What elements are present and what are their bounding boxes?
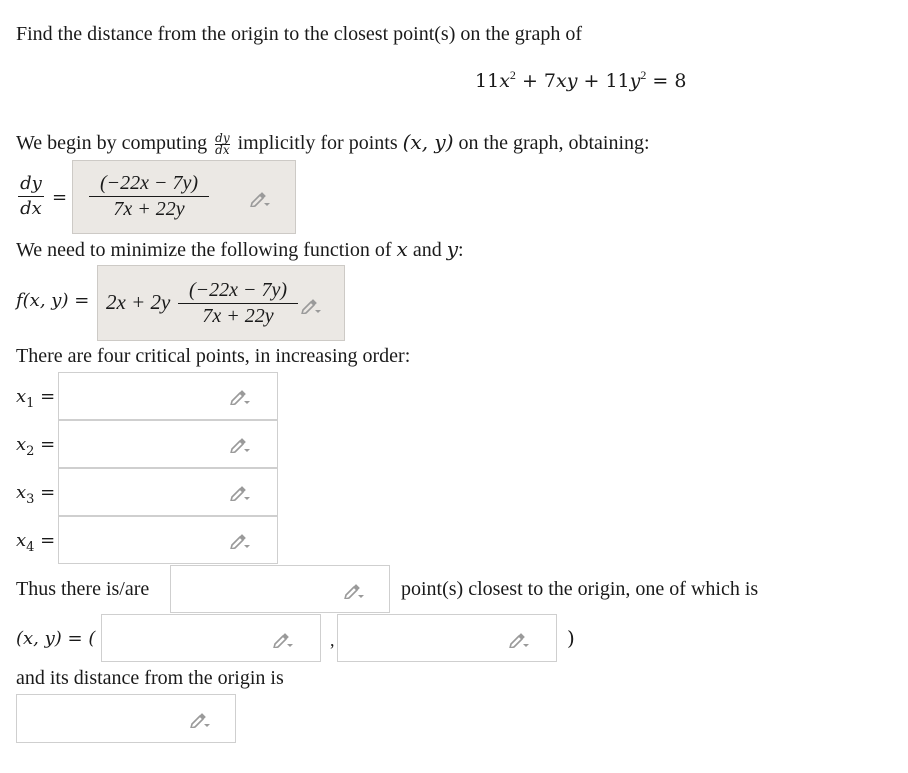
pencil-dropdown-icon[interactable] (229, 389, 251, 405)
critical-point-4-input[interactable] (58, 516, 278, 564)
closest-y-input[interactable] (337, 614, 557, 662)
x4-label: $x_4$ = (16, 530, 56, 555)
distance-input[interactable] (16, 694, 236, 743)
closest-count-text: Thus there is/are (16, 578, 150, 600)
prompt-text: Find the distance from the origin to the closest point(s) on the graph of (16, 23, 582, 45)
pencil-dropdown-icon[interactable] (343, 583, 365, 599)
critical-point-2-input[interactable] (58, 420, 278, 468)
pencil-dropdown-icon[interactable] (189, 712, 211, 728)
point-label: (x, y) = ( (16, 628, 96, 649)
distance-text: and its distance from the origin is (16, 667, 284, 689)
dy-dx-inline: $\frac{dy}{dx}$ (215, 130, 230, 157)
x3-label: $x_3$ = (16, 482, 56, 507)
closest-count-input[interactable] (170, 565, 390, 613)
x1-label: $x_1$ = (16, 386, 56, 411)
minimize-text: We need to minimize the following function of x and y: (16, 237, 464, 261)
function-answer-lead: 2x + 2y (106, 290, 171, 314)
closest-point-text: point(s) closest to the origin, one of which is (401, 578, 759, 600)
pencil-dropdown-icon[interactable] (229, 533, 251, 549)
critical-point-3-input[interactable] (58, 468, 278, 516)
pencil-dropdown-icon[interactable] (272, 632, 294, 648)
equals-sign: = (52, 187, 68, 208)
pencil-dropdown-icon[interactable] (249, 191, 271, 207)
dy-dx-fraction: dy dx (18, 172, 44, 221)
derivative-answer-box[interactable] (72, 160, 296, 234)
closest-x-input[interactable] (101, 614, 321, 662)
pencil-dropdown-icon[interactable] (508, 632, 530, 648)
pencil-dropdown-icon[interactable] (229, 485, 251, 501)
pencil-dropdown-icon[interactable] (300, 298, 322, 314)
curve-equation: $11x^2 + 7xy + 11y^2 = 8$ (475, 68, 687, 92)
critical-point-1-input[interactable] (58, 372, 278, 420)
function-answer-fraction: (−22x − 7y) 7x + 22y (178, 278, 298, 329)
comma: , (330, 630, 335, 650)
function-answer-box[interactable] (97, 265, 345, 341)
close-paren: ) (567, 626, 575, 650)
pencil-dropdown-icon[interactable] (229, 437, 251, 453)
critical-points-text: There are four critical points, in increasing order: (16, 345, 411, 367)
implicit-diff-text: We begin by computing $\frac{dy}{dx}$ implicitly for points (x, y) on the graph, obtaining: (16, 130, 650, 157)
function-label: f(x, y) = (16, 290, 90, 311)
x2-label: $x_2$ = (16, 434, 56, 459)
derivative-answer: (−22x − 7y) 7x + 22y (89, 171, 209, 222)
